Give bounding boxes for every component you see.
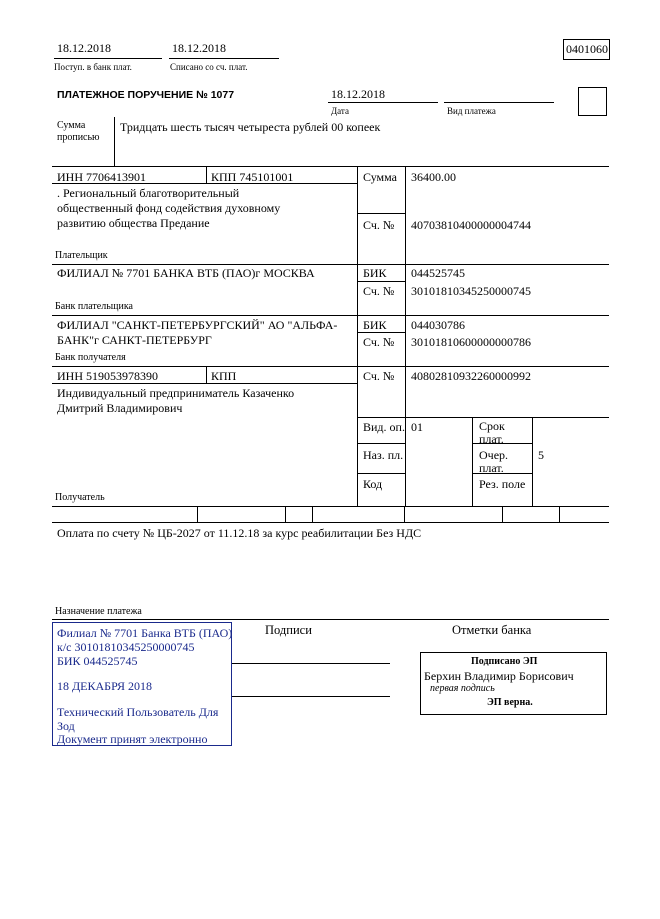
vid-op-value: 01 [411,420,423,434]
payee-bik-value: 044030786 [411,318,465,332]
form-code-box [563,39,610,60]
payee-bank-bottom-line [52,366,609,367]
payee-bank-account-label: Сч. № [363,335,395,349]
stamp-line-4: 18 ДЕКАБРЯ 2018 [57,679,152,693]
ocher-label-2: плат. [479,461,504,475]
signatures-label: Подписи [265,623,312,637]
debited-date-line [169,58,279,59]
payer-bik-label: БИК [363,266,387,280]
stamp-line-5: Технический Пользователь Для [57,705,219,719]
signature-line-1 [232,663,390,664]
payer-kpp: КПП 745101001 [211,170,294,184]
payee-name-2: Дмитрий Владимирович [57,401,183,415]
payee-bik-label: БИК [363,318,387,332]
bank-stamp [52,622,232,746]
tax-row-top-line [52,506,609,507]
ocher-label-1: Очер. [479,448,509,462]
sum-value: 36400.00 [411,170,456,184]
payee-account-value: 40802810932260000992 [411,369,531,383]
payee-bank-name-2: БАНК"г САНКТ-ПЕТЕРБУРГ [57,333,212,347]
sum-label: Сумма [363,170,397,184]
payment-type-label: Вид платежа [447,106,496,116]
received-date-line [54,58,162,59]
tax-divider-6 [559,506,560,522]
document-date: 18.12.2018 [331,87,385,101]
rez-pole-label: Рез. поле [479,477,526,491]
tax-row-bottom-line [52,522,609,523]
received-label: Поступ. в банк плат. [54,62,132,72]
stamp-line-6: Зод [57,719,75,733]
tax-divider-1 [197,506,198,522]
payer-account-label: Сч. № [363,218,395,232]
tax-divider-3 [312,506,313,522]
date-label: Дата [331,106,349,116]
left-column-divider [357,166,358,506]
table-top-line [52,166,609,167]
payer-inn: ИНН 7706413901 [57,170,146,184]
payer-inn-row-line [52,183,358,184]
payer-bottom-line [52,264,609,265]
naz-pl-row-line [357,473,405,474]
payee-bank-label: Банк получателя [55,352,126,363]
stamp-line-7: Документ принят электронно [57,732,208,746]
payee-bank-account-value: 30101810600000000786 [411,335,531,349]
document-title: ПЛАТЕЖНОЕ ПОРУЧЕНИЕ № 1077 [57,89,235,101]
payment-status-box [578,87,607,116]
label-column-divider [405,166,406,506]
naz-pl-label: Наз. пл. [363,448,404,462]
vid-op-row-line [357,443,405,444]
kod-label: Код [363,477,383,491]
stamp-line-3: БИК 044525745 [57,654,138,668]
payer-name-1: . Региональный благотворительный [57,186,240,200]
tax-divider-4 [404,506,405,522]
payer-bik-row-line [357,281,405,282]
srok-label-1: Срок [479,419,505,433]
signed-title: Подписано ЭП [471,656,538,667]
amount-words-divider [114,117,115,166]
vid-op-label: Вид. оп. [363,420,405,434]
stamp-line-2: к/с 30101810345250000745 [57,640,195,654]
amount-words-label-2: прописью [57,132,100,143]
payer-bik-value: 044525745 [411,266,465,280]
payer-bank-account-value: 30101810345250000745 [411,284,531,298]
payee-kpp: КПП [211,369,237,383]
purpose-bottom-line [52,619,609,620]
signature-verified: ЭП верна. [487,697,533,708]
debited-label: Списано со сч. плат. [170,62,248,72]
signature-verification-box [420,652,607,715]
signer-role: первая подпись [430,683,495,694]
payer-name-3: развитию общества Предание [57,216,210,230]
payer-account-value: 40703810400000004744 [411,218,531,232]
payee-label: Получатель [55,492,105,503]
payer-bank-label: Банк плательщика [55,301,133,312]
payer-name-2: общественный фонд содействия духовному [57,201,281,215]
payer-inn-kpp-divider [206,166,207,183]
ocher-value: 5 [538,448,544,462]
srok-label-2: плат. [479,432,504,446]
amount-words-label-1: Сумма [57,120,86,131]
signature-line-2 [232,696,390,697]
payee-bik-row-line [357,332,405,333]
date-line [328,102,438,103]
bank-marks-label: Отметки банка [452,623,532,637]
payee-name-1: Индивидуальный предприниматель Казаченко [57,386,295,400]
payer-bank-account-label: Сч. № [363,284,395,298]
payer-label: Плательщик [55,250,108,261]
received-date: 18.12.2018 [57,41,111,55]
amount-words-text: Тридцать шесть тысяч четыреста рублей 00 копеек [120,120,381,134]
payment-type-line [444,102,554,103]
payee-inn-kpp-divider [206,366,207,383]
debited-date: 18.12.2018 [172,41,226,55]
payer-bank-bottom-line [52,315,609,316]
payment-purpose-label: Назначение платежа [55,606,142,617]
form-code: 0401060 [566,42,608,56]
operation-top-line [357,417,609,418]
payment-purpose-text: Оплата по счету № ЦБ-2027 от 11.12.18 за курс реабилитации Без НДС [57,526,422,540]
payee-bank-name-1: ФИЛИАЛ "САНКТ-ПЕТЕРБУРГСКИЙ" АО "АЛЬФА- [57,318,338,332]
operation-middle-divider [472,417,473,506]
payee-inn-row-line [52,383,358,384]
stamp-line-1: Филиал № 7701 Банка ВТБ (ПАО) [57,626,233,640]
payee-inn: ИНН 519053978390 [57,369,158,383]
sum-row-line [357,213,405,214]
operation-right-divider [532,417,533,506]
tax-divider-5 [502,506,503,522]
tax-divider-2 [285,506,286,522]
payee-account-label: Сч. № [363,369,395,383]
signer-name: Берхин Владимир Борисович [424,669,574,683]
payer-bank-name: ФИЛИАЛ № 7701 БАНКА ВТБ (ПАО)г МОСКВА [57,266,315,280]
